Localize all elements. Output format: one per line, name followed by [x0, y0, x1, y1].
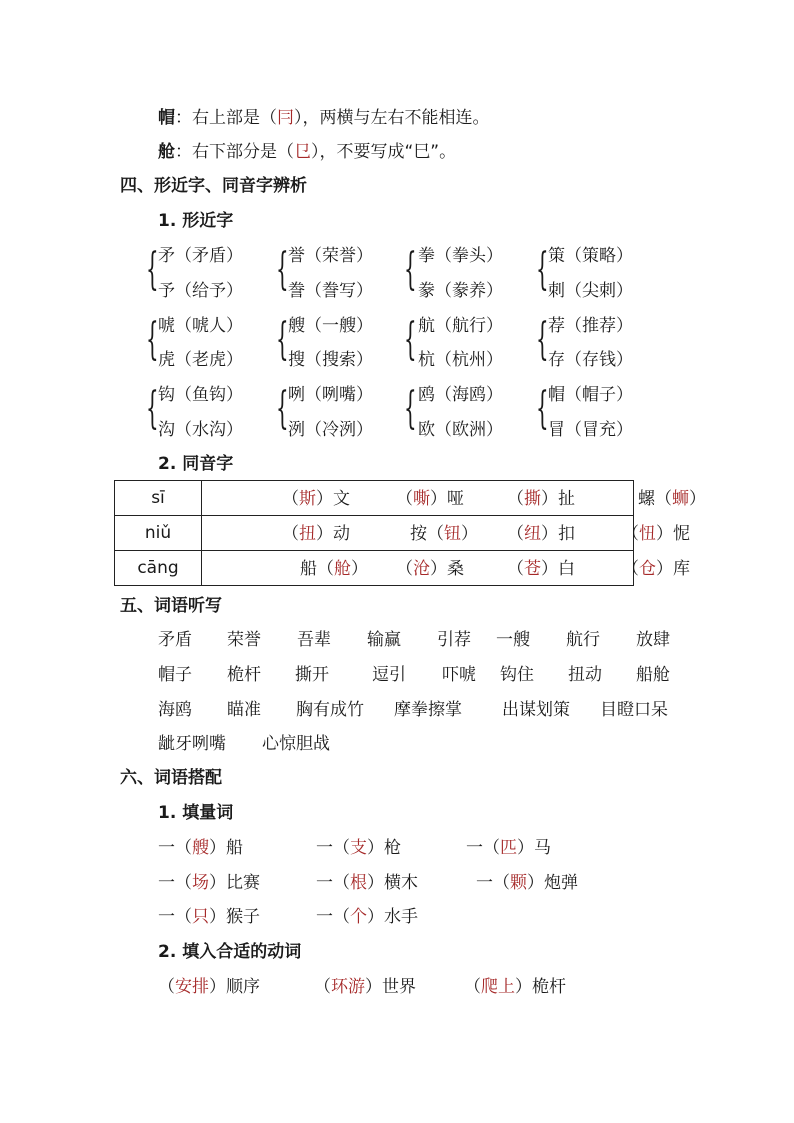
dictation-word: 帽子	[158, 665, 192, 685]
dictation-word: 桅杆	[227, 665, 261, 685]
brace-icon	[536, 320, 541, 360]
dictation-word: 心惊胆战	[262, 734, 330, 754]
note-line: 舱：右下部分是（㔾），不要写成“巳”。	[158, 142, 457, 162]
pair-word: 豢（豢养）	[418, 281, 503, 301]
homophone-item: （苍）白	[507, 559, 575, 579]
measure-item: 一（场）比赛	[158, 873, 260, 893]
brace-icon	[404, 250, 409, 290]
brace-icon	[276, 320, 281, 360]
homophone-item: （撕）扯	[507, 489, 575, 509]
brace-icon	[276, 389, 281, 429]
pair-word: 鸥（海鸥）	[418, 385, 503, 405]
homophone-item: 船（舱）	[300, 559, 368, 579]
dictation-word: 胸有成竹	[296, 700, 364, 720]
homophone-item: （纽）扣	[507, 524, 575, 544]
homophone-item: （扭）动	[282, 524, 350, 544]
dictation-word: 荣誉	[227, 630, 261, 650]
section-title: 六、词语搭配	[120, 768, 222, 788]
brace-icon	[146, 250, 151, 290]
pair-word: 策（策略）	[548, 246, 633, 266]
homophone-cells	[202, 481, 706, 516]
note-char: 帽	[158, 108, 175, 128]
pair-word: 虎（老虎）	[158, 350, 243, 370]
pinyin-cell: niǔ	[115, 516, 202, 551]
pinyin-cell: cāng	[115, 551, 202, 586]
brace-icon	[276, 250, 281, 290]
pair-word: 矛（矛盾）	[158, 246, 243, 266]
dictation-word: 矛盾	[158, 630, 192, 650]
homophone-item: （嘶）哑	[396, 489, 464, 509]
brace-icon	[536, 250, 541, 290]
measure-item: 一（根）横木	[316, 873, 418, 893]
homophone-cells	[202, 551, 690, 586]
pair-word: 冒（冒充）	[548, 420, 633, 440]
pair-word: 拳（拳头）	[418, 246, 503, 266]
subsection-title: 1. 形近字	[158, 211, 234, 231]
pair-word: 艘（一艘）	[288, 316, 373, 336]
homophone-item: （仓）库	[622, 559, 690, 579]
dictation-word: 龇牙咧嘴	[158, 734, 226, 754]
subsection-title: 2. 填入合适的动词	[158, 942, 302, 962]
brace-icon	[404, 389, 409, 429]
pair-word: 荐（推荐）	[548, 316, 633, 336]
dictation-word: 瞄准	[227, 700, 261, 720]
verb-item: （环游）世界	[314, 977, 416, 997]
note-char: 舱	[158, 142, 175, 162]
verb-item: （爬上）桅杆	[464, 977, 566, 997]
dictation-word: 逗引	[372, 665, 406, 685]
dictation-word: 输赢	[367, 630, 401, 650]
homophone-item: （忸）怩	[622, 524, 690, 544]
dictation-word: 扭动	[568, 665, 602, 685]
homophone-cells	[202, 516, 690, 551]
table-row	[115, 481, 634, 516]
measure-item: 一（艘）船	[158, 838, 243, 858]
pair-word: 帽（帽子）	[548, 385, 633, 405]
measure-item: 一（个）水手	[316, 907, 418, 927]
dictation-word: 吓唬	[442, 665, 476, 685]
pair-word: 航（航行）	[418, 316, 503, 336]
homophone-item: （斯）文	[282, 489, 350, 509]
dictation-word: 放肆	[636, 630, 670, 650]
dictation-word: 引荐	[437, 630, 471, 650]
pair-word: 洌（冷洌）	[288, 420, 373, 440]
section-title: 五、词语听写	[120, 596, 222, 616]
pinyin-cell: sī	[115, 481, 202, 516]
note-answer: 冃	[277, 108, 294, 128]
pair-word: 誊（誊写）	[288, 281, 373, 301]
dictation-word: 钩住	[500, 665, 534, 685]
brace-icon	[404, 320, 409, 360]
brace-icon	[536, 389, 541, 429]
measure-item: 一（匹）马	[466, 838, 551, 858]
homophone-item: 螺（蛳）	[638, 489, 706, 509]
dictation-word: 出谋划策	[502, 700, 570, 720]
measure-item: 一（颗）炮弹	[476, 873, 578, 893]
dictation-word: 撕开	[295, 665, 329, 685]
pair-word: 钩（鱼钩）	[158, 385, 243, 405]
pair-word: 存（存钱）	[548, 350, 633, 370]
dictation-word: 航行	[566, 630, 600, 650]
pair-word: 搜（搜索）	[288, 350, 373, 370]
dictation-word: 摩拳擦掌	[394, 700, 462, 720]
homophone-table	[114, 480, 706, 586]
dictation-word: 海鸥	[158, 700, 192, 720]
dictation-word: 目瞪口呆	[600, 700, 668, 720]
verb-item: （安排）顺序	[158, 977, 260, 997]
brace-icon	[146, 320, 151, 360]
homophone-item: （沧）桑	[396, 559, 464, 579]
pair-word: 刺（尖刺）	[548, 281, 633, 301]
pair-word: 杭（杭州）	[418, 350, 503, 370]
table-row	[115, 551, 634, 586]
subsection-title: 2. 同音字	[158, 454, 234, 474]
pair-word: 沟（水沟）	[158, 420, 243, 440]
homophone-item: 按（钮）	[410, 524, 478, 544]
table-row	[115, 516, 634, 551]
dictation-word: 吾辈	[297, 630, 331, 650]
pair-word: 咧（咧嘴）	[288, 385, 373, 405]
subsection-title: 1. 填量词	[158, 803, 234, 823]
measure-item: 一（只）猴子	[158, 907, 260, 927]
note-line: 帽：右上部是（冃），两横与左右不能相连。	[158, 108, 490, 128]
dictation-word: 船舱	[636, 665, 670, 685]
pair-word: 予（给予）	[158, 281, 243, 301]
pair-word: 欧（欧洲）	[418, 420, 503, 440]
brace-icon	[146, 389, 151, 429]
note-answer: 㔾	[294, 142, 311, 162]
section-title: 四、形近字、同音字辨析	[120, 176, 307, 196]
pair-word: 唬（唬人）	[158, 316, 243, 336]
dictation-word: 一艘	[496, 630, 530, 650]
pair-word: 誉（荣誉）	[288, 246, 373, 266]
measure-item: 一（支）枪	[316, 838, 401, 858]
